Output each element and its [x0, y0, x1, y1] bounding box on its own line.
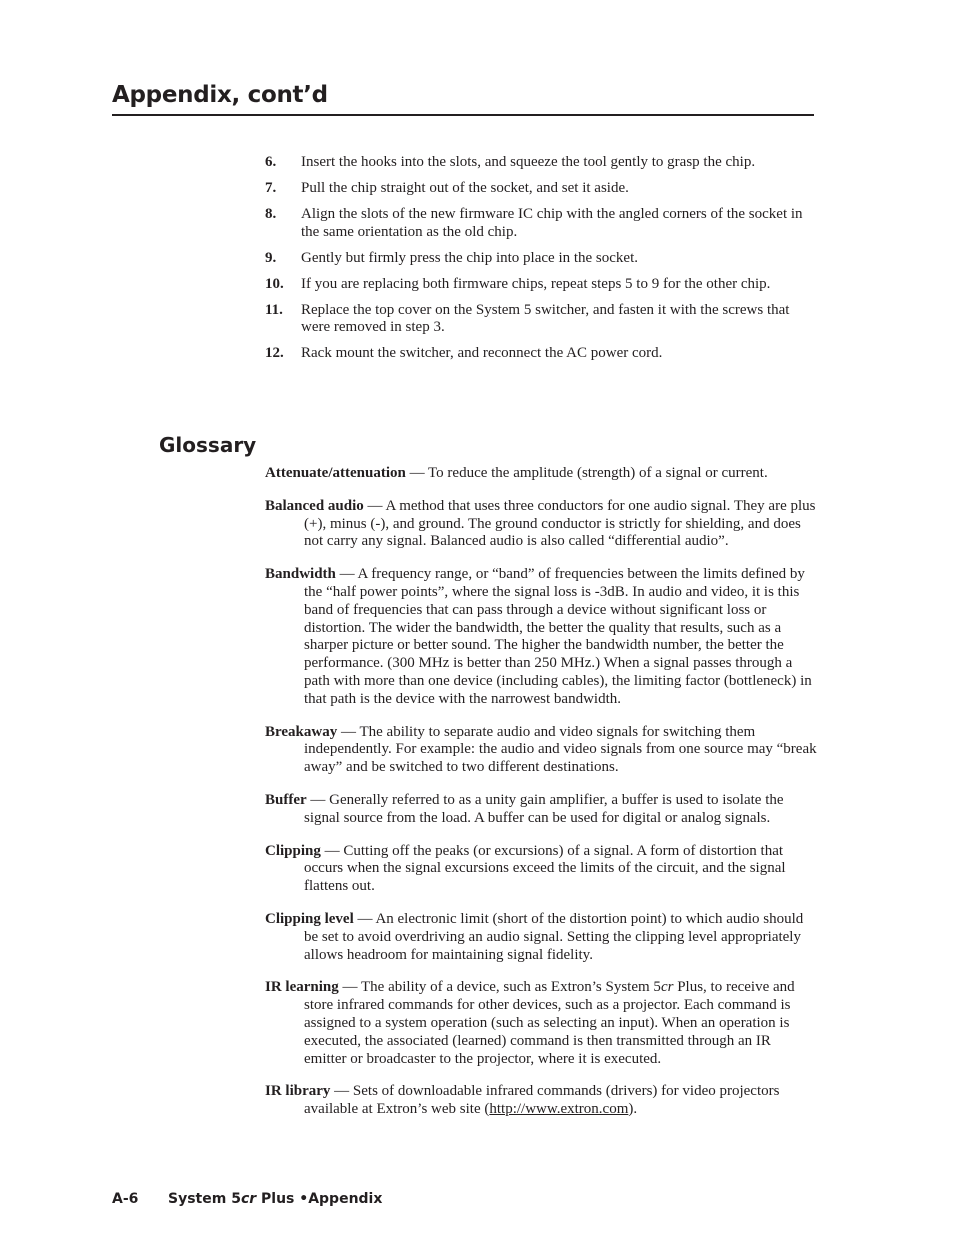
glossary-definition: — To reduce the amplitude (strength) of a signal or current. — [405, 465, 768, 481]
glossary-definition: — An electronic limit (short of the distortion point) to which audio should be set to avoid overdriving an audio signal. Setting the clipping level appropriately allows headroom for maintaining signal fidelity. — [304, 910, 804, 963]
glossary-term: IR learning — [265, 979, 339, 996]
step-number: 8. — [265, 206, 277, 222]
glossary-entry — [265, 979, 817, 1068]
glossary-term: Attenuate/attenuation — [265, 465, 406, 481]
glossary-definition: — Generally referred to as a unity gain amplifier, a buffer is used to isolate the signal source from the load. A buffer can be used for digital or analog signals. — [304, 791, 784, 826]
page-footer — [112, 1191, 382, 1207]
step-number: 9. — [265, 249, 277, 266]
step-number: 12. — [265, 345, 284, 361]
header-rule — [112, 114, 814, 116]
glossary-heading: Glossary — [159, 433, 257, 457]
step-text: Rack mount the switcher, and reconnect the AC power cord. — [301, 345, 663, 361]
glossary-definition: — Sets of downloadable infrared commands (drivers) for video projectors available at Extron’s web site ( — [304, 1083, 780, 1118]
glossary-term: Buffer — [265, 791, 307, 808]
page-title: Appendix, cont’d — [112, 82, 328, 108]
step-item — [265, 154, 817, 172]
glossary-term: Breakaway — [265, 723, 338, 740]
glossary-entry — [265, 843, 817, 896]
product-suffix-italic: cr — [660, 979, 674, 996]
step-item — [265, 180, 817, 198]
glossary-term: Clipping level — [265, 910, 354, 927]
step-number: 11. — [265, 301, 283, 318]
glossary-entry — [265, 1083, 817, 1119]
step-number: 10. — [265, 275, 284, 292]
glossary-list — [265, 465, 817, 1126]
glossary-definition-cont: Plus, to receive and store infrared commands for other devices, such as a projector. Each command is assigned to a system operation (such as selecting an input). When an operation is executed, the associated (learned) command is then transmitted through an IR emitter or broadcaster to the projector, where it is executed. — [304, 979, 795, 1067]
extron-website-link[interactable]: http://www.extron.com — [489, 1101, 629, 1118]
step-item — [265, 250, 817, 268]
step-number: 6. — [265, 154, 277, 170]
steps-list — [265, 154, 817, 371]
step-text: Replace the top cover on the System 5 switcher, and fasten it with the screws that were removed in step 3. — [301, 301, 790, 335]
glossary-definition: — Cutting off the peaks (or excursions) of a signal. A form of distortion that occurs when the signal excursions exceed the limits of the circuit, and the signal flattens out. — [304, 842, 786, 895]
step-item — [265, 345, 817, 363]
glossary-term: Bandwidth — [265, 566, 336, 583]
glossary-term: Balanced audio — [265, 497, 364, 514]
glossary-definition: — A frequency range, or “band” of frequencies between the limits defined by the “half power points”, where the signal loss is -3dB. In audio and video, it is this band of frequencies that can pass through a device without significant loss or distortion. The wider the bandwidth, the better the quality that results, such as a sharper picture or better sound. The higher the bandwidth number, the better the performance. (300 MHz is better than 250 MHz.) When a signal passes through a path with more than one device (including cables), the limiting factor (bottleneck) in that path is the device with the narrowest bandwidth. — [304, 566, 812, 707]
glossary-definition: — A method that uses three conductors for one audio signal. They are plus (+), minus (-), and ground. The ground conductor is strictly for shielding, and does not carry any signal. Balanced audio is also called “differential audio”. — [304, 497, 816, 550]
step-text: If you are replacing both firmware chips, repeat steps 5 to 9 for the other chip. — [301, 275, 771, 292]
step-number: 7. — [265, 180, 277, 196]
glossary-definition: — The ability to separate audio and video signals for switching them independently. For example: the audio and video signals from one source may “break away” and be switched to two different destinations. — [304, 723, 817, 776]
step-text: Insert the hooks into the slots, and squeeze the tool gently to grasp the chip. — [301, 154, 756, 170]
glossary-entry — [265, 911, 817, 964]
step-text: Align the slots of the new firmware IC chip with the angled corners of the socket in the same orientation as the old chip. — [301, 206, 803, 240]
glossary-term: Clipping — [265, 842, 321, 859]
step-text: Gently but firmly press the chip into place in the socket. — [301, 249, 639, 266]
page-number: A-6 — [112, 1191, 139, 1207]
step-item — [265, 206, 817, 241]
glossary-entry — [265, 724, 817, 777]
footer-product: System 5 — [168, 1191, 241, 1207]
step-text: Pull the chip straight out of the socket, and set it aside. — [301, 180, 629, 196]
glossary-definition-cont: ). — [628, 1101, 638, 1118]
footer-product-italic: cr — [240, 1191, 257, 1207]
glossary-entry — [265, 465, 817, 483]
glossary-entry — [265, 498, 817, 551]
glossary-entry — [265, 566, 817, 708]
step-item — [265, 302, 817, 337]
glossary-term: IR library — [265, 1083, 331, 1100]
glossary-definition: — The ability of a device, such as Extron’s System 5 — [338, 979, 661, 996]
glossary-entry — [265, 792, 817, 828]
step-item — [265, 276, 817, 294]
footer-section: Plus •Appendix — [256, 1191, 383, 1207]
